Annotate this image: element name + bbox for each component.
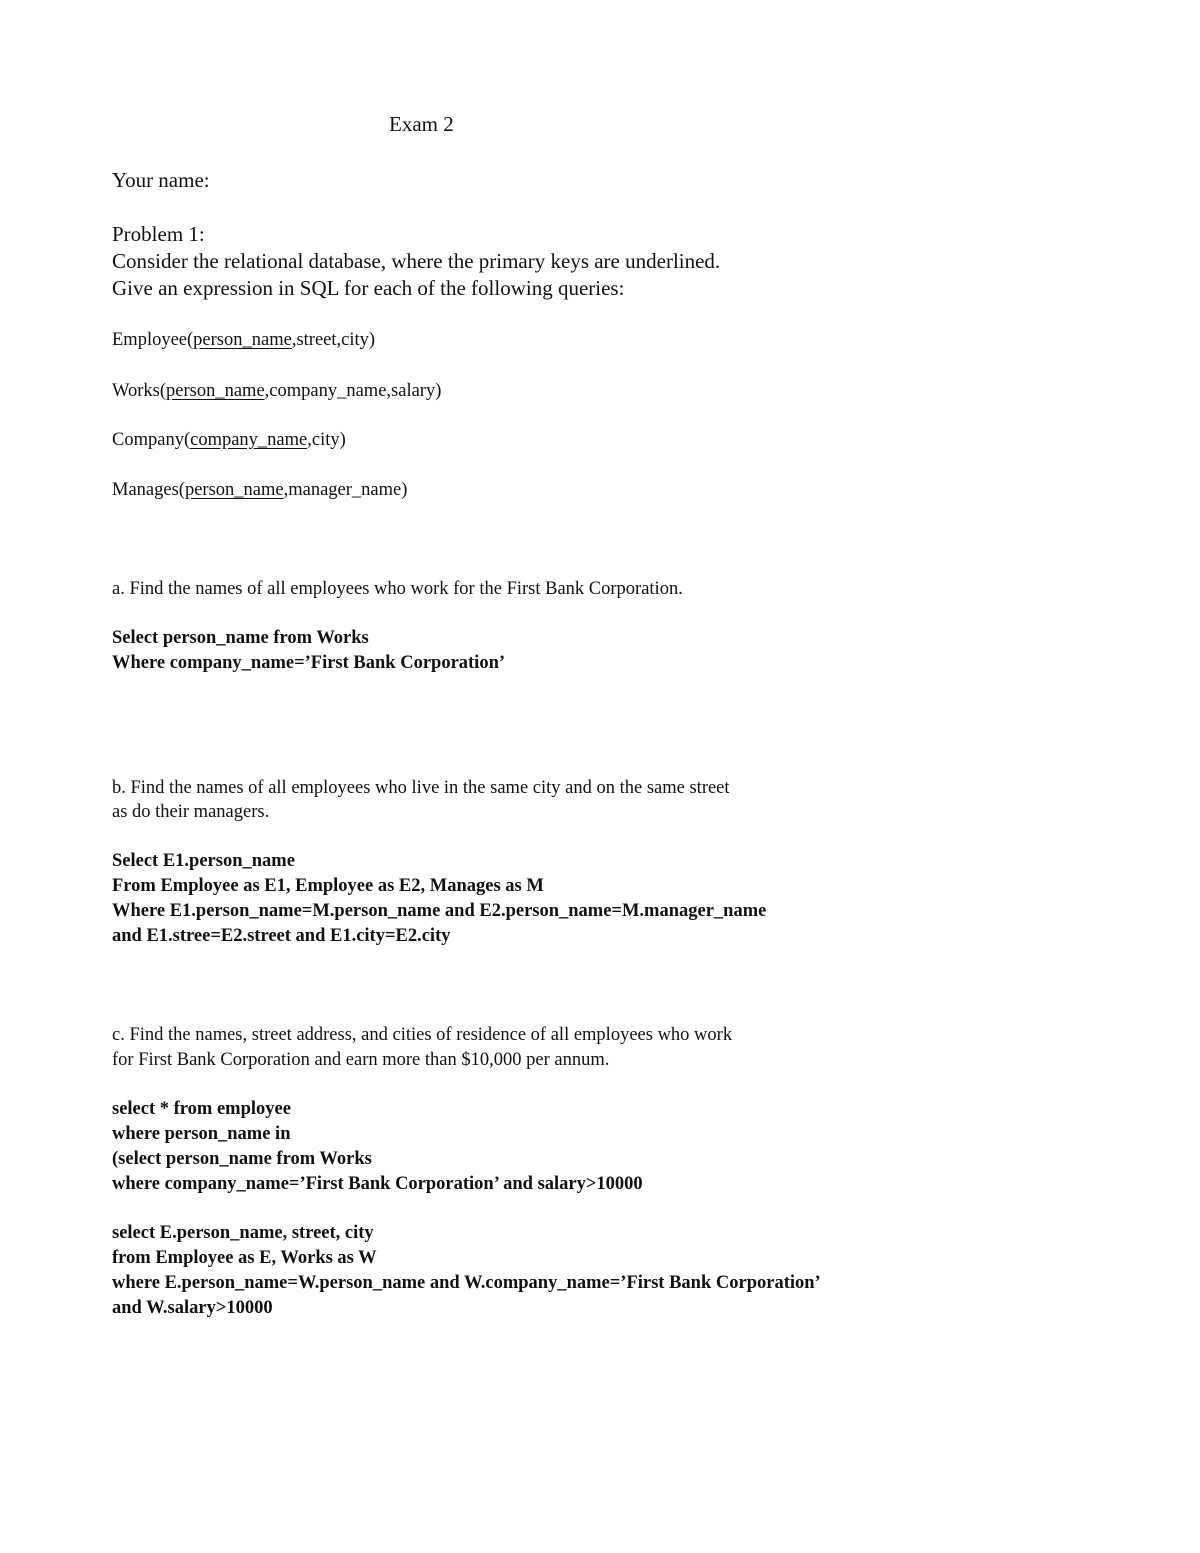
answer-b-line: Where E1.person_name=M.person_name and E2.person_name=M.manager_name: [112, 901, 767, 921]
answer-b-line: and E1.stree=E2.street and E1.city=E2.city: [112, 926, 451, 946]
question-a-prompt: a. Find the names of all employees who work for the First Bank Corporation.: [112, 579, 683, 599]
answer-c2-line: and W.salary>10000: [112, 1298, 273, 1318]
answer-a-line: Where company_name=’First Bank Corporation’: [112, 653, 506, 673]
answer-a-line: Select person_name from Works: [112, 628, 369, 648]
answer-b-line: From Employee as E1, Employee as E2, Manages as M: [112, 876, 544, 896]
question-b-prompt: as do their managers.: [112, 802, 270, 822]
answer-c1-line: where person_name in: [112, 1124, 291, 1144]
problem-intro-line-1: Consider the relational database, where the primary keys are underlined.: [112, 249, 721, 273]
primary-key: person_name: [184, 480, 284, 500]
answer-c2-line: where E.person_name=W.person_name and W.company_name=’First Bank Corporation’: [112, 1273, 821, 1293]
primary-key: person_name: [193, 330, 292, 350]
answer-c2-line: from Employee as E, Works as W: [112, 1248, 377, 1268]
question-c-prompt: c. Find the names, street address, and cities of residence of all employees who work: [112, 1025, 733, 1045]
name-label: Your name:: [112, 168, 210, 192]
answer-c2-line: select E.person_name, street, city: [112, 1223, 374, 1243]
answer-c1-line: where company_name=’First Bank Corporation’ and salary>10000: [112, 1174, 643, 1194]
schema-manages: Manages(person_name,manager_name): [112, 480, 408, 500]
schema-employee: Employee(person_name,street,city): [112, 330, 376, 350]
question-c-prompt: for First Bank Corporation and earn more than $10,000 per annum.: [112, 1050, 610, 1070]
schema-works: Works(person_name,company_name,salary): [112, 381, 442, 401]
problem-intro-line-2: Give an expression in SQL for each of the following queries:: [112, 276, 625, 300]
answer-c1-line: select * from employee: [112, 1099, 291, 1119]
primary-key: company_name: [190, 430, 308, 450]
page-title: Exam 2: [389, 112, 454, 136]
schema-company: Company(company_name,city): [112, 430, 346, 450]
primary-key: person_name: [166, 381, 265, 401]
answer-c1-line: (select person_name from Works: [112, 1149, 372, 1169]
question-b-prompt: b. Find the names of all employees who live in the same city and on the same street: [112, 778, 730, 798]
answer-b-line: Select E1.person_name: [112, 851, 295, 871]
problem-heading: Problem 1:: [112, 222, 205, 246]
